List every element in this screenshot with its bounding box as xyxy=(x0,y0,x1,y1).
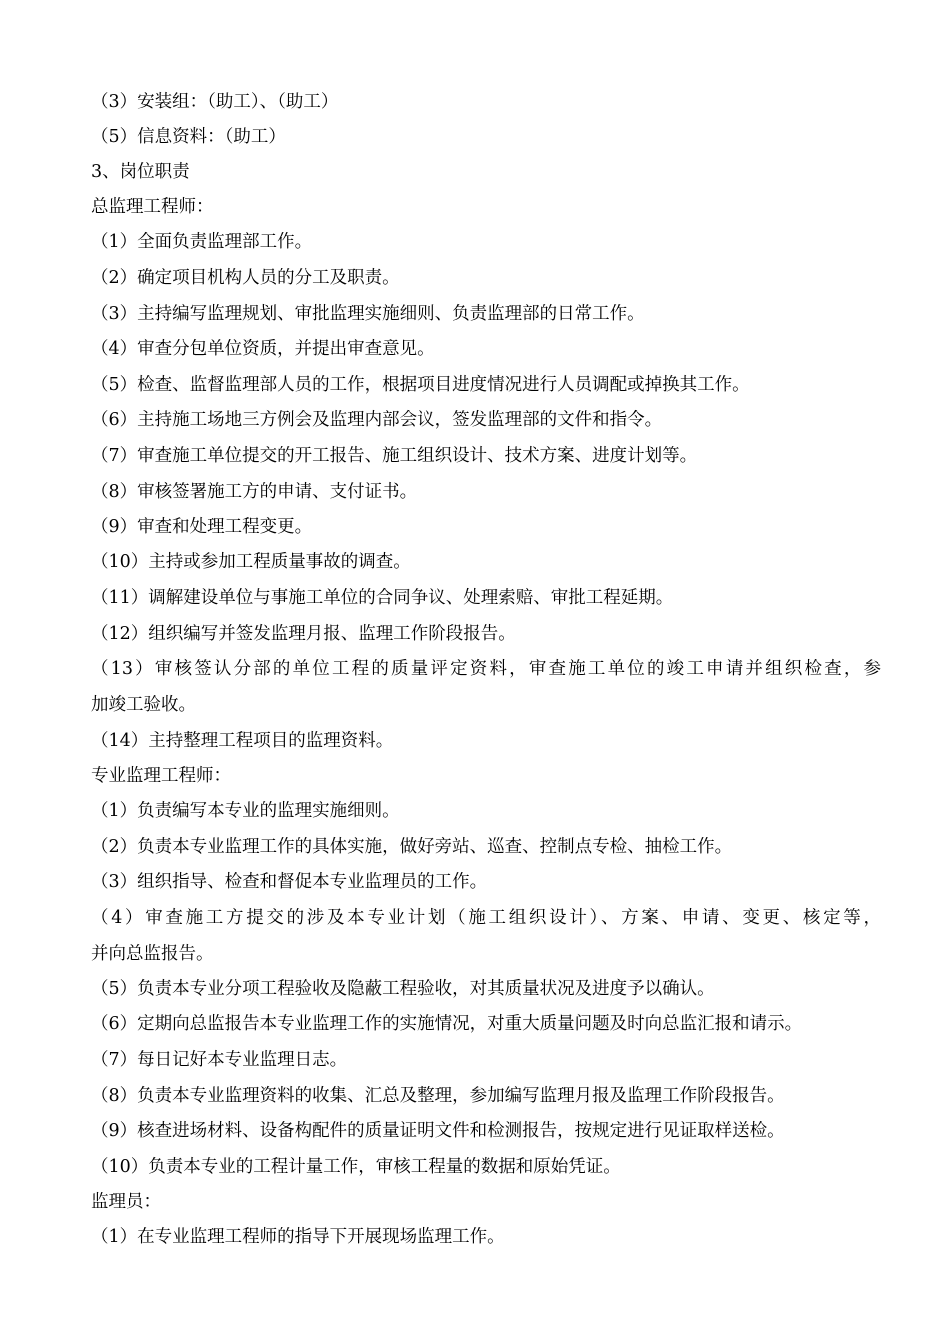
role-heading: 监理员： xyxy=(91,1192,161,1212)
text-line: （4）审查分包单位资质，并提出审查意见。 xyxy=(91,339,435,359)
text-line: （9）审查和处理工程变更。 xyxy=(91,517,313,537)
text-line: （11）调解建设单位与事施工单位的合同争议、处理索赔、审批工程延期。 xyxy=(91,588,674,608)
text-line: （6）主持施工场地三方例会及监理内部会议，签发监理部的文件和指令。 xyxy=(91,410,663,430)
text-line: （14）主持整理工程项目的监理资料。 xyxy=(91,731,394,751)
text-line: （7）审查施工单位提交的开工报告、施工组织设计、技术方案、进度计划等。 xyxy=(91,446,698,466)
section-heading: 3、岗位职责 xyxy=(91,162,190,182)
text-line: （7）每日记好本专业监理日志。 xyxy=(91,1050,348,1070)
text-line: （3）主持编写监理规划、审批监理实施细则、负责监理部的日常工作。 xyxy=(91,304,645,324)
text-line: （2）负责本专业监理工作的具体实施，做好旁站、巡查、控制点专检、抽检工作。 xyxy=(91,837,733,857)
text-line: 并向总监报告。 xyxy=(91,944,214,964)
text-line: （5）负责本专业分项工程验收及隐蔽工程验收，对其质量状况及进度予以确认。 xyxy=(91,979,715,999)
text-line: （9）核查进场材料、设备构配件的质量证明文件和检测报告，按规定进行见证取样送检。 xyxy=(91,1121,785,1141)
text-line: （8）负责本专业监理资料的收集、汇总及整理，参加编写监理月报及监理工作阶段报告。 xyxy=(91,1086,785,1106)
text-line: （1）在专业监理工程师的指导下开展现场监理工作。 xyxy=(91,1227,505,1247)
text-line: （5）检查、监督监理部人员的工作，根据项目进度情况进行人员调配或掉换其工作。 xyxy=(91,375,750,395)
text-line: （4）审查施工方提交的涉及本专业计划（施工组织设计）、方案、申请、变更、核定等， xyxy=(91,908,881,928)
role-heading: 总监理工程师： xyxy=(91,197,214,217)
text-line: （10）主持或参加工程质量事故的调查。 xyxy=(91,552,411,572)
text-line: （10）负责本专业的工程计量工作，审核工程量的数据和原始凭证。 xyxy=(91,1157,621,1177)
text-line: 加竣工验收。 xyxy=(91,695,196,715)
text-line: （3）组织指导、检查和督促本专业监理员的工作。 xyxy=(91,872,488,892)
text-line: （12）组织编写并签发监理月报、监理工作阶段报告。 xyxy=(91,624,516,644)
text-line: （5）信息资料：（助工） xyxy=(91,127,286,147)
text-line: （8）审核签署施工方的申请、支付证书。 xyxy=(91,482,418,502)
text-line: （3）安装组：（助工）、（助工） xyxy=(91,92,339,112)
text-line: （1）全面负责监理部工作。 xyxy=(91,232,313,252)
role-heading: 专业监理工程师： xyxy=(91,766,231,786)
text-line: （1）负责编写本专业的监理实施细则。 xyxy=(91,801,400,821)
text-line: （13）审核签认分部的单位工程的质量评定资料，审查施工单位的竣工申请并组织检查，参 xyxy=(91,659,881,679)
text-line: （2）确定项目机构人员的分工及职责。 xyxy=(91,268,400,288)
text-line: （6）定期向总监报告本专业监理工作的实施情况，对重大质量问题及时向总监汇报和请示。 xyxy=(91,1014,803,1034)
